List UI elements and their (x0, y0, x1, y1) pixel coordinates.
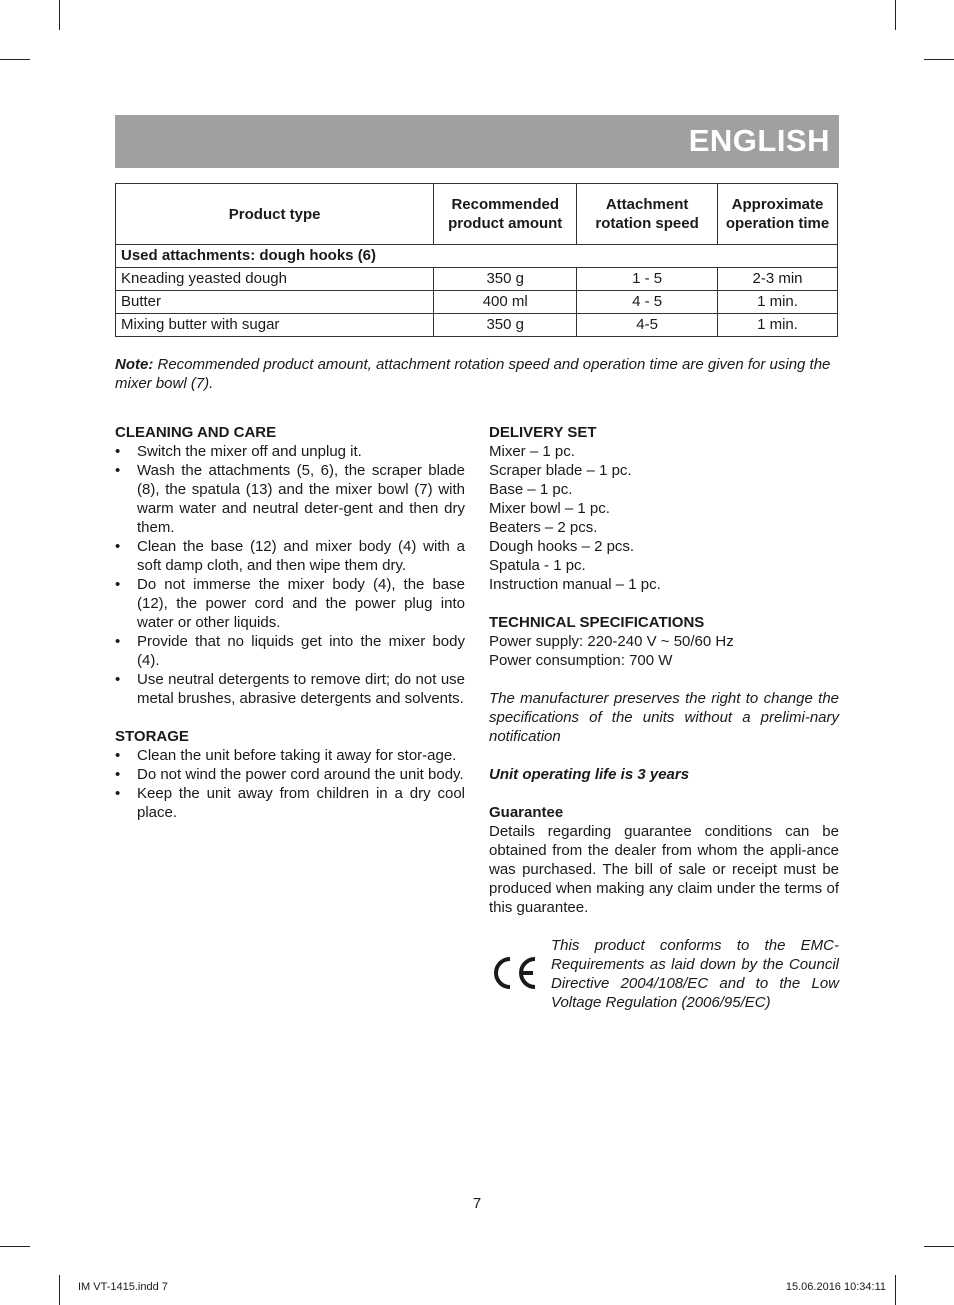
bullet-icon: • (115, 576, 121, 593)
crop-mark (0, 59, 30, 60)
list-item-text: Clean the unit before taking it away for stor-age. (137, 747, 457, 764)
list-item-text: Do not wind the power cord around the unit body. (137, 766, 464, 783)
list-item-text: Do not immerse the mixer body (4), the base (12), the power cord and the power plug into water or other liquids. (137, 576, 465, 631)
delivery-heading: DELIVERY SET (489, 424, 597, 441)
table-cell: 2-3 min (718, 268, 838, 291)
delivery-item: Instruction manual – 1 pc. (489, 576, 661, 593)
cleaning-list (115, 442, 465, 708)
crop-mark (59, 1275, 60, 1305)
note-label: Note: (115, 356, 154, 373)
crop-mark (924, 1246, 954, 1247)
table-cell: Kneading yeasted dough (116, 268, 434, 291)
table-note (115, 355, 839, 393)
table-row (116, 268, 838, 291)
table-cell: 350 g (434, 314, 577, 337)
footer-file: IM VT-1415.indd 7 (78, 1281, 168, 1293)
bullet-icon: • (115, 443, 121, 460)
table-header-row (116, 184, 838, 245)
technical-heading: TECHNICAL SPECIFICATIONS (489, 614, 705, 631)
table-section-label: Used attachments: dough hooks (6) (116, 245, 838, 268)
table-cell: 1 min. (718, 291, 838, 314)
list-item (115, 442, 465, 461)
power-supply: Power supply: 220-240 V ~ 50/60 Hz (489, 633, 734, 650)
ce-text: This product conforms to the EMC-Requirements as laid down by the Council Directive 2004/108/EC and to the Low Voltage Regulation (2006/95/EC) (551, 937, 839, 1011)
crop-mark (924, 59, 954, 60)
table-cell: 1 min. (718, 314, 838, 337)
bullet-icon: • (115, 538, 121, 555)
power-consumption: Power consumption: 700 W (489, 652, 673, 669)
table-cell: Mixing butter with sugar (116, 314, 434, 337)
table-cell: 4 - 5 (577, 291, 718, 314)
crop-mark (895, 0, 896, 30)
crop-mark (59, 0, 60, 30)
storage-heading: STORAGE (115, 728, 189, 745)
table-header-cell: Attachment rotation speed (577, 184, 718, 245)
table-row (116, 314, 838, 337)
list-item (115, 537, 465, 575)
manufacturer-note: The manufacturer preserves the right to change the specifications of the units without a prelimi-nary notification (489, 690, 839, 745)
note-text: Recommended product amount, attachment rotation speed and operation time are given for using the mixer bowl (7). (115, 356, 831, 392)
bullet-icon: • (115, 462, 121, 479)
list-item-text: Clean the base (12) and mixer body (4) with a soft damp cloth, and then wipe them dry. (137, 538, 465, 574)
delivery-item: Beaters – 2 pcs. (489, 519, 598, 536)
ce-mark-icon (489, 953, 541, 993)
cleaning-heading: CLEANING AND CARE (115, 424, 277, 441)
page-title: ENGLISH (688, 123, 830, 158)
list-item (115, 746, 465, 765)
table-cell: 1 - 5 (577, 268, 718, 291)
crop-mark (0, 1246, 30, 1247)
crop-mark (895, 1275, 896, 1305)
footer-timestamp: 15.06.2016 10:34:11 (785, 1281, 886, 1293)
bullet-icon: • (115, 633, 121, 650)
table-cell: 4-5 (577, 314, 718, 337)
list-item-text: Use neutral detergents to remove dirt; do not use metal brushes, abrasive detergents and solvents. (137, 671, 465, 707)
guarantee-heading: Guarantee (489, 804, 564, 821)
table-header-cell: Approximate operation time (718, 184, 838, 245)
guarantee-text: Details regarding guarantee conditions can be obtained from the dealer from whom the appli-ance was purchased. The bill of sale or receipt must be produced when making any claim under the terms of this guarantee. (489, 823, 839, 916)
table-cell: 350 g (434, 268, 577, 291)
delivery-item: Dough hooks – 2 pcs. (489, 538, 635, 555)
table-cell: Butter (116, 291, 434, 314)
list-item-text: Keep the unit away from children in a dry cool place. (137, 785, 465, 821)
storage-list (115, 746, 465, 822)
list-item (115, 670, 465, 708)
language-banner (115, 115, 839, 168)
left-column (115, 423, 465, 822)
table-cell: 400 ml (434, 291, 577, 314)
list-item-text: Provide that no liquids get into the mixer body (4). (137, 633, 465, 669)
list-item (115, 632, 465, 670)
list-item (115, 461, 465, 537)
delivery-item: Mixer bowl – 1 pc. (489, 500, 610, 517)
bullet-icon: • (115, 671, 121, 688)
bullet-icon: • (115, 785, 121, 802)
delivery-item: Mixer – 1 pc. (489, 443, 575, 460)
list-item (115, 765, 465, 784)
table-row (116, 291, 838, 314)
delivery-item: Base – 1 pc. (489, 481, 573, 498)
operating-life: Unit operating life is 3 years (489, 766, 690, 783)
list-item (115, 784, 465, 822)
right-column (489, 423, 839, 1016)
table-header-cell: Product type (116, 184, 434, 245)
table-section-row (116, 245, 838, 268)
bullet-icon: • (115, 747, 121, 764)
list-item-text: Wash the attachments (5, 6), the scraper blade (8), the spatula (13) and the mixer bowl (7) with warm water and neutral deter-gent and then dry them. (137, 462, 465, 536)
attachment-table (115, 183, 838, 337)
table-header-cell: Recommended product amount (434, 184, 577, 245)
page-number: 7 (472, 1195, 482, 1212)
delivery-item: Scraper blade – 1 pc. (489, 462, 632, 479)
list-item (115, 575, 465, 632)
bullet-icon: • (115, 766, 121, 783)
list-item-text: Switch the mixer off and unplug it. (137, 443, 362, 460)
ce-declaration (489, 936, 839, 1016)
delivery-item: Spatula - 1 pc. (489, 557, 586, 574)
